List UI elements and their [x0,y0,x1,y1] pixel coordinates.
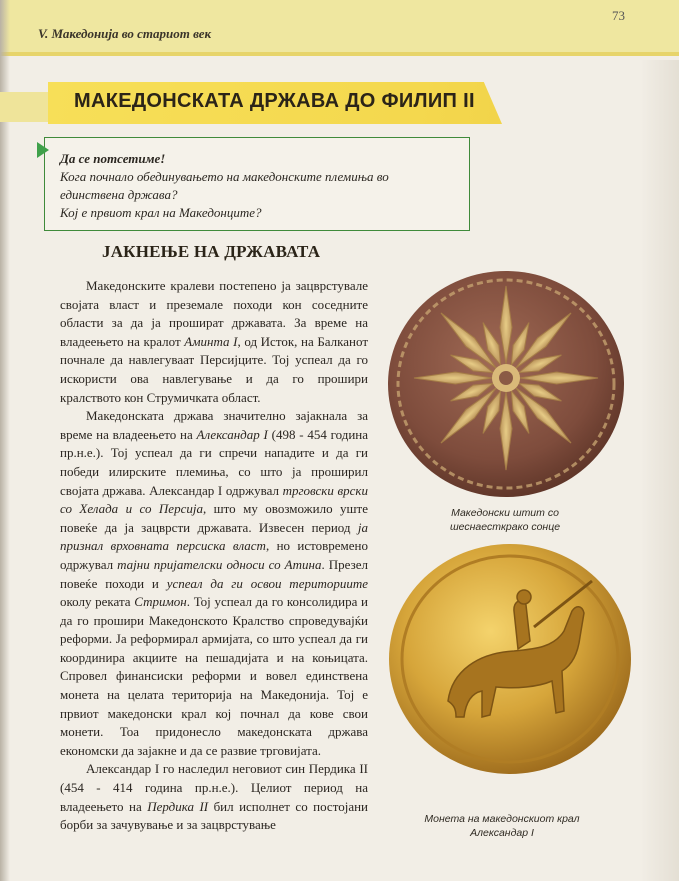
reminder-question-2: Кој е првиот крал на Македонците? [60,205,262,220]
reminder-arrow-icon [37,142,49,158]
coin-image [386,541,634,777]
shield-caption: Македонски штит со шеснаесткрако сонце [449,507,561,533]
reminder-question-1: Кога почнало обединувањето на македонските племиња во [60,169,389,184]
section-heading: ЈАКНЕЊЕ НА ДРЖАВАТА [102,242,321,261]
reminder-text [60,150,460,222]
reminder-lead: Да се потсетиме! [60,151,166,166]
spine-shadow [0,0,10,881]
paragraph-2: Македонската држава значително зајакнала за време на владеењето на Александар I (498 - 454 година пр.н.е.). Тој успеал да ги спречи нападите и да ги победи илирските племиња, со што ја проширил својата држава. Александар I одржувал трговски врски со Хелада и со Персија, што му овозможило уште повеќе да ја зацврсти државата. Извесен период ја признал врховната персиска власт, но истовремено одржувал тајни пријателски односи со Атина. Презел повеќе походи и успеал да ги освои териториите околу реката Стримон. Тој успеал да го консолидира и да го прошири Македонското Кралство спроведувајќи реформи. Ја реформирал армијата, со што успеал да ги координира акциите на пешадијата и на коњицата. Спровел финансиски реформи и вовел единствена монета на целата територија на Македонија. Тој е првиот македонски крал кој почнал да кове свои монети. Тоа придонесло македонската држава економски да зајакне и да се развие трговијата. [60,408,369,758]
coin-caption: Монета на македонскиот крал Александар I [424,813,580,839]
body-text [60,277,368,835]
chapter-title: МАКЕДОНСКАТА ДРЖАВА ДО ФИЛИП II [74,90,475,112]
paragraph-1: Македонските кралеви постепено ја зацврстувале својата власт и преземале походи кон соседните области за да ја прошират државата. За време на владеењето на кралот Аминта I, од Исток, на Балканот почнале да навлегуваат Персијците. Тој успеал да го искористи ова навлегување и да го прошири кралството кон Струмичката област. [60,278,369,405]
page-number: 73 [612,8,625,23]
top-band-line [0,52,679,56]
running-head: V. Македонија во стариот век [38,26,212,41]
page-edge-shadow [640,60,679,881]
paragraph-3: Александар I го наследил неговиот син Пердика II (454 - 414 година пр.н.е.). Целиот период на владеењето на Пердика II бил исполнет со постојани борби за зачувување и за зацврстување [60,761,369,833]
shield-image [384,266,628,502]
reminder-question-1-cont: единствена држава? [60,187,178,202]
